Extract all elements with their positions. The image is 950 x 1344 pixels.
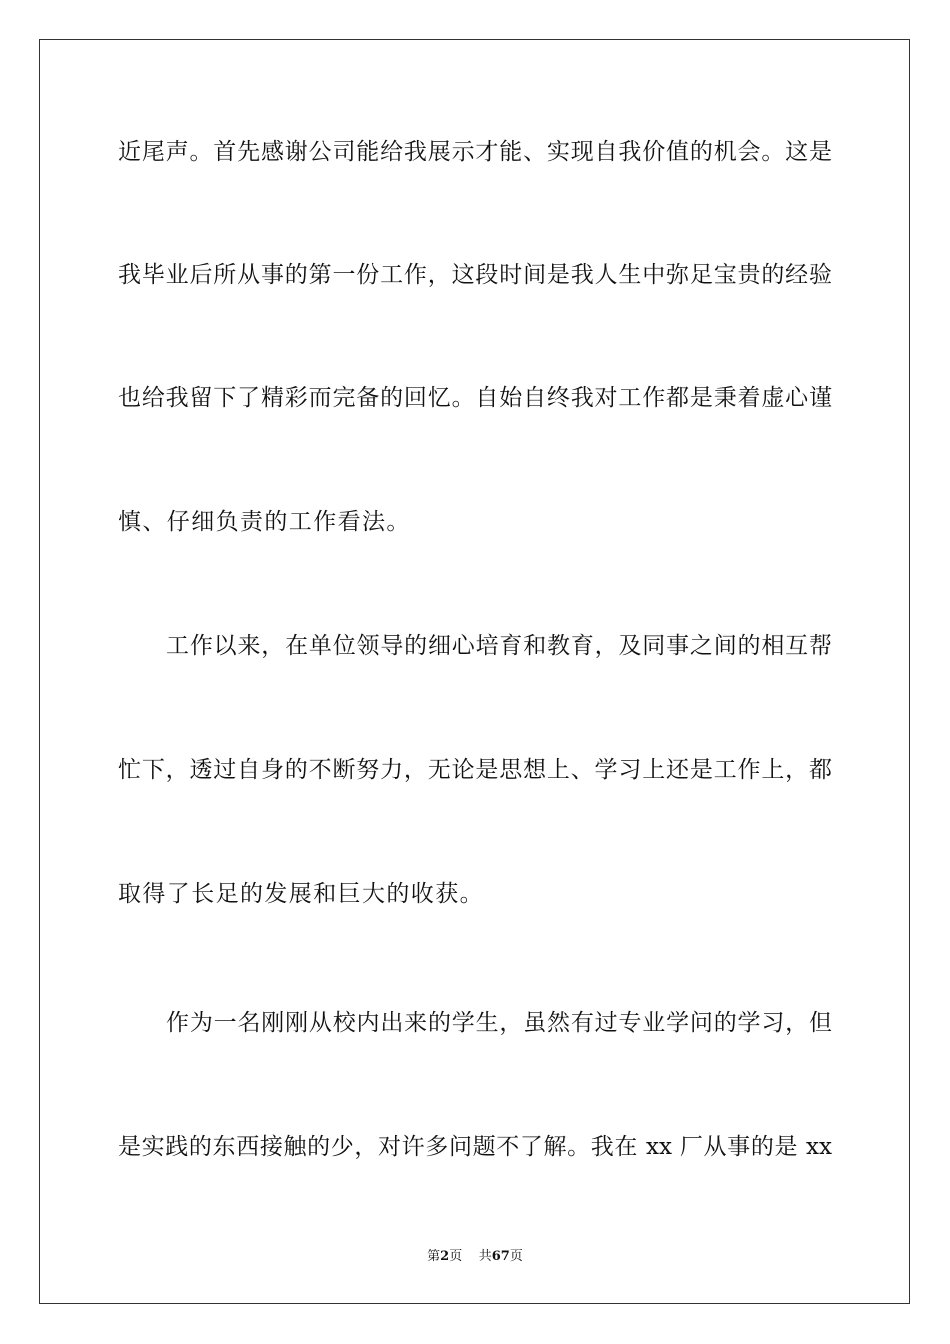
text-line-6: 忙下，透过自身的不断努力，无论是思想上、学习上还是工作上，都 — [118, 757, 832, 783]
page-border — [39, 39, 910, 1304]
paragraph-start-line-8: 作为一名刚刚从校内出来的学生，虽然有过专业学问的学习，但 — [166, 1010, 832, 1036]
page-suffix: 页 — [449, 1249, 463, 1264]
text-line-3: 也给我留下了精彩而完备的回忆。自始自终我对工作都是秉着虚心谨 — [118, 385, 832, 411]
text-line-4: 慎、仔细负责的工作看法。 — [118, 509, 411, 535]
text-line-9: 是实践的东西接触的少，对许多问题不了解。我在 xx 厂从事的是 xx — [118, 1134, 832, 1160]
text-line-2: 我毕业后所从事的第一份工作，这段时间是我人生中弥足宝贵的经验 — [118, 262, 832, 288]
total-pages: 67 — [491, 1249, 510, 1264]
text-line-7: 取得了长足的发展和巨大的收获。 — [118, 881, 484, 907]
page-footer — [0, 1248, 950, 1266]
total-prefix: 共 — [478, 1249, 492, 1264]
page-prefix: 第 — [427, 1249, 441, 1264]
total-suffix: 页 — [509, 1249, 523, 1264]
paragraph-start-line-5: 工作以来，在单位领导的细心培育和教育，及同事之间的相互帮 — [166, 633, 832, 659]
page-number: 2 — [440, 1249, 450, 1264]
text-line-1: 近尾声。首先感谢公司能给我展示才能、实现自我价值的机会。这是 — [118, 139, 832, 165]
